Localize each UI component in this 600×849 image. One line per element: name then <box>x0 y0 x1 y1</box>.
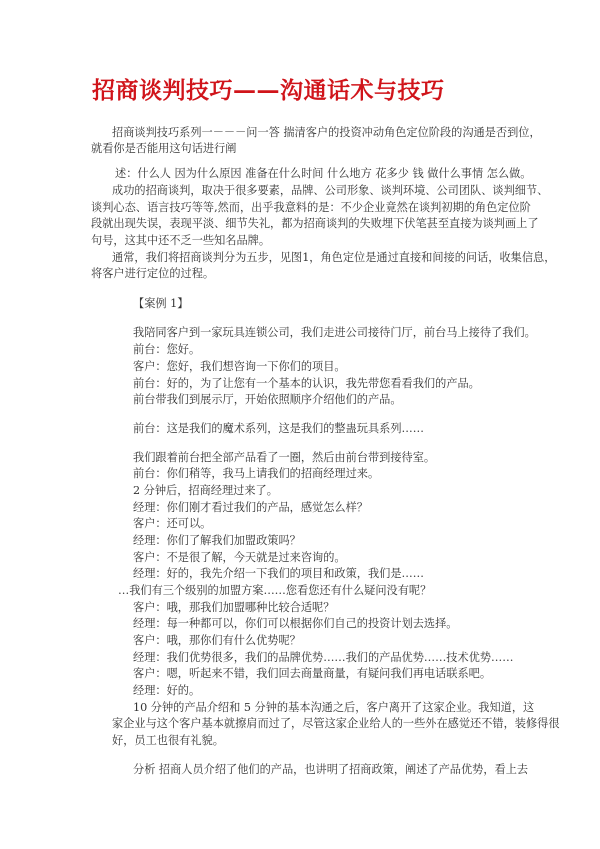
dialogue-line: 前台：好的，为了让您有一个基本的认识，我先带您看看我们的产品。 <box>133 377 480 390</box>
paragraph-line: 前台带我们到展示厅，开始依照顺序介绍他们的产品。 <box>133 393 402 406</box>
paragraph-line: 谈判心态、语言技巧等等,然而，出乎我意料的是：不少企业竟然在谈判初期的角色定位阶 <box>91 201 531 214</box>
paragraph-line: 就看你是否能用这句话进行阐 <box>91 142 237 155</box>
paragraph-line: 段就出现失误，表现平淡、细节失礼，都为招商谈判的失败埋下伏笔甚至直接为谈判画上了 <box>91 217 539 230</box>
dialogue-line: 前台：这是我们的魔术系列，这是我们的整蛊玩具系列…… <box>133 422 424 435</box>
dialogue-line: 前台：你们稍等，我马上请我们的招商经理过来。 <box>133 467 380 480</box>
paragraph-line: 句号，这其中还不乏一些知名品牌。 <box>91 234 271 247</box>
dialogue-line: 客户：嗯，听起来不错，我们回去商量商量，有疑问我们再电话联系吧。 <box>133 667 492 680</box>
paragraph-line: 成功的招商谈判，取决于很多要素，品牌、公司形象、谈判环境、公司团队、谈判细节、 <box>112 184 549 197</box>
paragraph-line: 我陪同客户到一家玩具连锁公司，我们走进公司接待门厅，前台马上接待了我们。 <box>133 326 536 339</box>
paragraph-line: 家企业与这个客户基本就擦肩而过了，尽管这家企业给人的一些外在感觉还不错，装修得很 <box>112 717 560 730</box>
page-title: 招商谈判技巧——沟通话术与技巧 <box>92 77 445 104</box>
paragraph-line: 好，员工也很有礼貌。 <box>112 734 224 747</box>
dialogue-line: 客户：哦，那我们加盟哪种比较合适呢？ <box>133 601 335 614</box>
paragraph-line: 通常，我们将招商谈判分为五步，见图1，角色定位是通过直接和间接的问话，收集信息， <box>112 251 556 264</box>
dialogue-line: 经理：好的，我先介绍一下我们的项目和政策，我们是…… <box>133 567 424 580</box>
dialogue-line: 客户：您好，我们想咨询一下你们的项目。 <box>133 360 346 373</box>
dialogue-line: 经理：好的。 <box>133 684 201 697</box>
dialogue-line: 经理：你们刚才看过我们的产品，感觉怎么样？ <box>133 501 368 514</box>
paragraph-line: 招商谈判技巧系列一－－－问一答 揣清客户的投资冲动角色定位阶段的沟通是否到位， <box>112 126 541 139</box>
paragraph-line: 述：什么人 因为什么原因 准备在什么时间 什么地方 花多少 钱 做什么事情 怎么做。 <box>115 167 532 180</box>
dialogue-line: 客户：哦，那你们有什么优势呢？ <box>133 634 301 647</box>
dialogue-line: 客户：还可以。 <box>133 517 212 530</box>
paragraph-line: 10 分钟的产品介绍和 5 分钟的基本沟通之后，客户离开了这家企业。我知道，这 <box>133 701 535 714</box>
case-heading: 【案例 1】 <box>133 297 189 310</box>
dialogue-line: 经理：我们优势很多，我们的品牌优势……我们的产品优势……技术优势…… <box>133 651 514 664</box>
paragraph-line: 2 分钟后，招商经理过来了。 <box>133 484 278 497</box>
dialogue-line: …我们有三个级别的加盟方案……您看您还有什么疑问没有呢？ <box>118 584 432 597</box>
dialogue-line: 客户：不是很了解，今天就是过来咨询的。 <box>133 551 346 564</box>
dialogue-line: 经理：你们了解我们加盟政策吗？ <box>133 534 301 547</box>
paragraph-line: 我们跟着前台把全部产品看了一圈，然后由前台带到接待室。 <box>133 451 436 464</box>
dialogue-line: 前台：您好。 <box>133 343 201 356</box>
analysis-line: 分析 招商人员介绍了他们的产品，也讲明了招商政策，阐述了产品优势，看上去 <box>133 763 529 776</box>
paragraph-line: 将客户进行定位的过程。 <box>91 267 215 280</box>
dialogue-line: 经理：每一种都可以，你们可以根据你们自己的投资计划去选择。 <box>133 617 458 630</box>
